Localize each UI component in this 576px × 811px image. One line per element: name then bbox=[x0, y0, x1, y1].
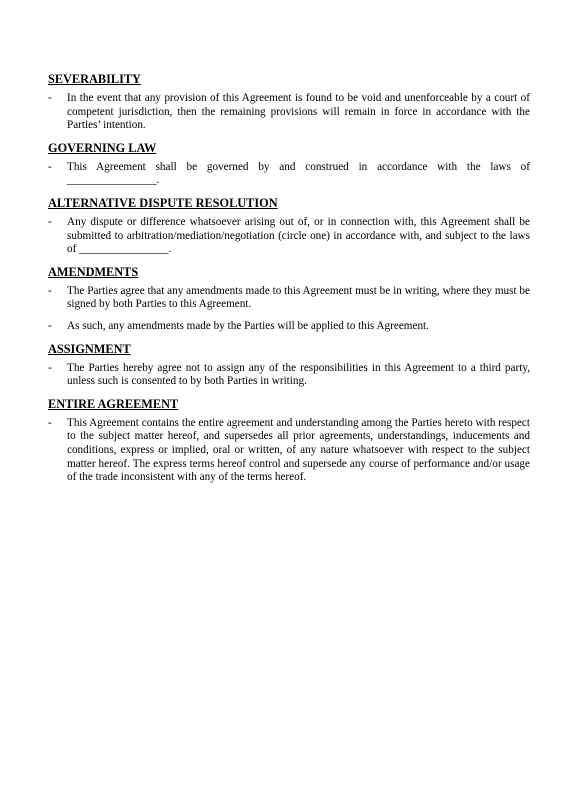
section-heading: ENTIRE AGREEMENT bbox=[48, 396, 179, 411]
section-heading: SEVERABILITY bbox=[48, 72, 141, 86]
bullet-dash: - bbox=[48, 284, 52, 297]
section-heading: GOVERNING LAW bbox=[48, 140, 157, 155]
clause-text: This Agreement contains the entire agreement and understanding among the Parties hereto with respect to the subject matter hereof, and supersedes all prior agreements, understandings, inducements and conditions, express or implied, oral or written, of any nature whatsoever with respect to the subject matter hereof. The express terms hereof control and supersede any course of performance and/or usage of the trade inconsistent with any of the terms hereof. bbox=[67, 416, 530, 484]
section-severability bbox=[48, 72, 530, 133]
section-entire-agreement bbox=[48, 397, 530, 485]
clause-item bbox=[48, 216, 530, 257]
clause-item bbox=[48, 417, 530, 485]
section-heading: ALTERNATIVE DISPUTE RESOLUTION bbox=[48, 195, 278, 210]
clause-item bbox=[48, 285, 530, 312]
section-amendments bbox=[48, 265, 530, 334]
clause-text: In the event that any provision of this Agreement is found to be void and unenforceable by a court of competent jurisdiction, then the remaining provisions will remain in force in accordance with the Parties’ intention. bbox=[67, 92, 530, 132]
bullet-dash: - bbox=[48, 361, 52, 374]
clause-item bbox=[48, 320, 530, 334]
clause-text: The Parties agree that any amendments made to this Agreement must be in writing, where they must be signed by both Parties to this Agreement. bbox=[67, 284, 530, 311]
clause-text: This Agreement shall be governed by and construed in accordance with the laws of ________________. bbox=[67, 160, 530, 187]
section-alternative-dispute-resolution bbox=[48, 196, 530, 257]
clause-item bbox=[48, 362, 530, 389]
clause-text: Any dispute or difference whatsoever arising out of, or in connection with, this Agreement shall be submitted to arbitration/mediation/negotiation (circle one) in accordance with, and subject to the laws of ________________. bbox=[67, 215, 530, 256]
clause-item bbox=[48, 161, 530, 188]
section-heading: AMENDMENTS bbox=[48, 264, 139, 279]
clause-item bbox=[48, 92, 530, 133]
section-assignment bbox=[48, 342, 530, 389]
bullet-dash: - bbox=[48, 319, 52, 332]
bullet-dash: - bbox=[48, 92, 52, 104]
section-heading: ASSIGNMENT bbox=[48, 341, 131, 356]
bullet-dash: - bbox=[48, 160, 52, 173]
clause-text: The Parties hereby agree not to assign any of the responsibilities in this Agreement to a third party, unless such is consented to by both Parties in writing. bbox=[67, 361, 530, 388]
bullet-dash: - bbox=[48, 215, 52, 228]
section-governing-law bbox=[48, 141, 530, 188]
document-page bbox=[48, 72, 530, 493]
bullet-dash: - bbox=[48, 416, 52, 429]
clause-text: As such, any amendments made by the Parties will be applied to this Agreement. bbox=[67, 319, 429, 332]
